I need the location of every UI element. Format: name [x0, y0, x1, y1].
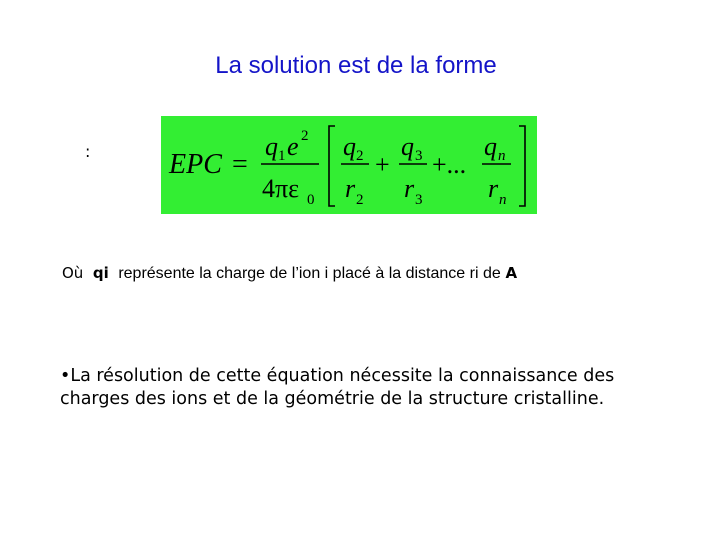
- colon-mark: :: [85, 142, 91, 161]
- formula-lhs: EPC: [169, 149, 222, 180]
- term-1-num: q: [343, 132, 356, 161]
- definition-target: A: [505, 264, 518, 282]
- slide-title: La solution est de la forme: [215, 52, 497, 79]
- right-bracket: [519, 126, 525, 206]
- prefactor-den-sub: 0: [307, 192, 315, 208]
- definition-line: [62, 264, 517, 283]
- left-bracket: [329, 126, 335, 206]
- term-1-num-sub: 2: [356, 148, 364, 164]
- term-2-num-sub: 3: [415, 148, 423, 164]
- definition-description: représente la charge de l’ion i placé à la distance ri de: [118, 265, 501, 282]
- prefactor-num-e-sup: 2: [301, 128, 309, 144]
- term-n-num: q: [484, 132, 497, 161]
- formula-plus-1: +: [375, 150, 390, 179]
- term-n-den: r: [488, 174, 499, 203]
- prefactor-num-q: q: [265, 132, 278, 161]
- bullet-marker: •: [60, 366, 71, 386]
- definition-prefix: Où: [62, 264, 84, 282]
- bullet-text: La résolution de cette équation nécessite la connaissance des charges des ions et de la géométrie de la structure cristalline.: [60, 366, 615, 409]
- formula-plus-dots: +...: [432, 150, 467, 179]
- bullet-paragraph: [60, 365, 670, 411]
- prefactor-den: 4πε: [262, 174, 300, 203]
- term-n-num-sub: n: [498, 148, 506, 164]
- formula-box: [161, 116, 537, 214]
- term-2-den: r: [404, 174, 415, 203]
- term-1-den-sub: 2: [356, 192, 364, 208]
- term-n-den-sub: n: [499, 192, 507, 208]
- term-1-den: r: [345, 174, 356, 203]
- prefactor-num-e: e: [287, 132, 299, 161]
- formula-equals: =: [232, 149, 248, 180]
- prefactor-num-q-sub: 1: [278, 148, 286, 164]
- term-2-num: q: [401, 132, 414, 161]
- formula-svg: [161, 116, 537, 214]
- definition-symbol: qi: [92, 264, 109, 282]
- term-2-den-sub: 3: [415, 192, 423, 208]
